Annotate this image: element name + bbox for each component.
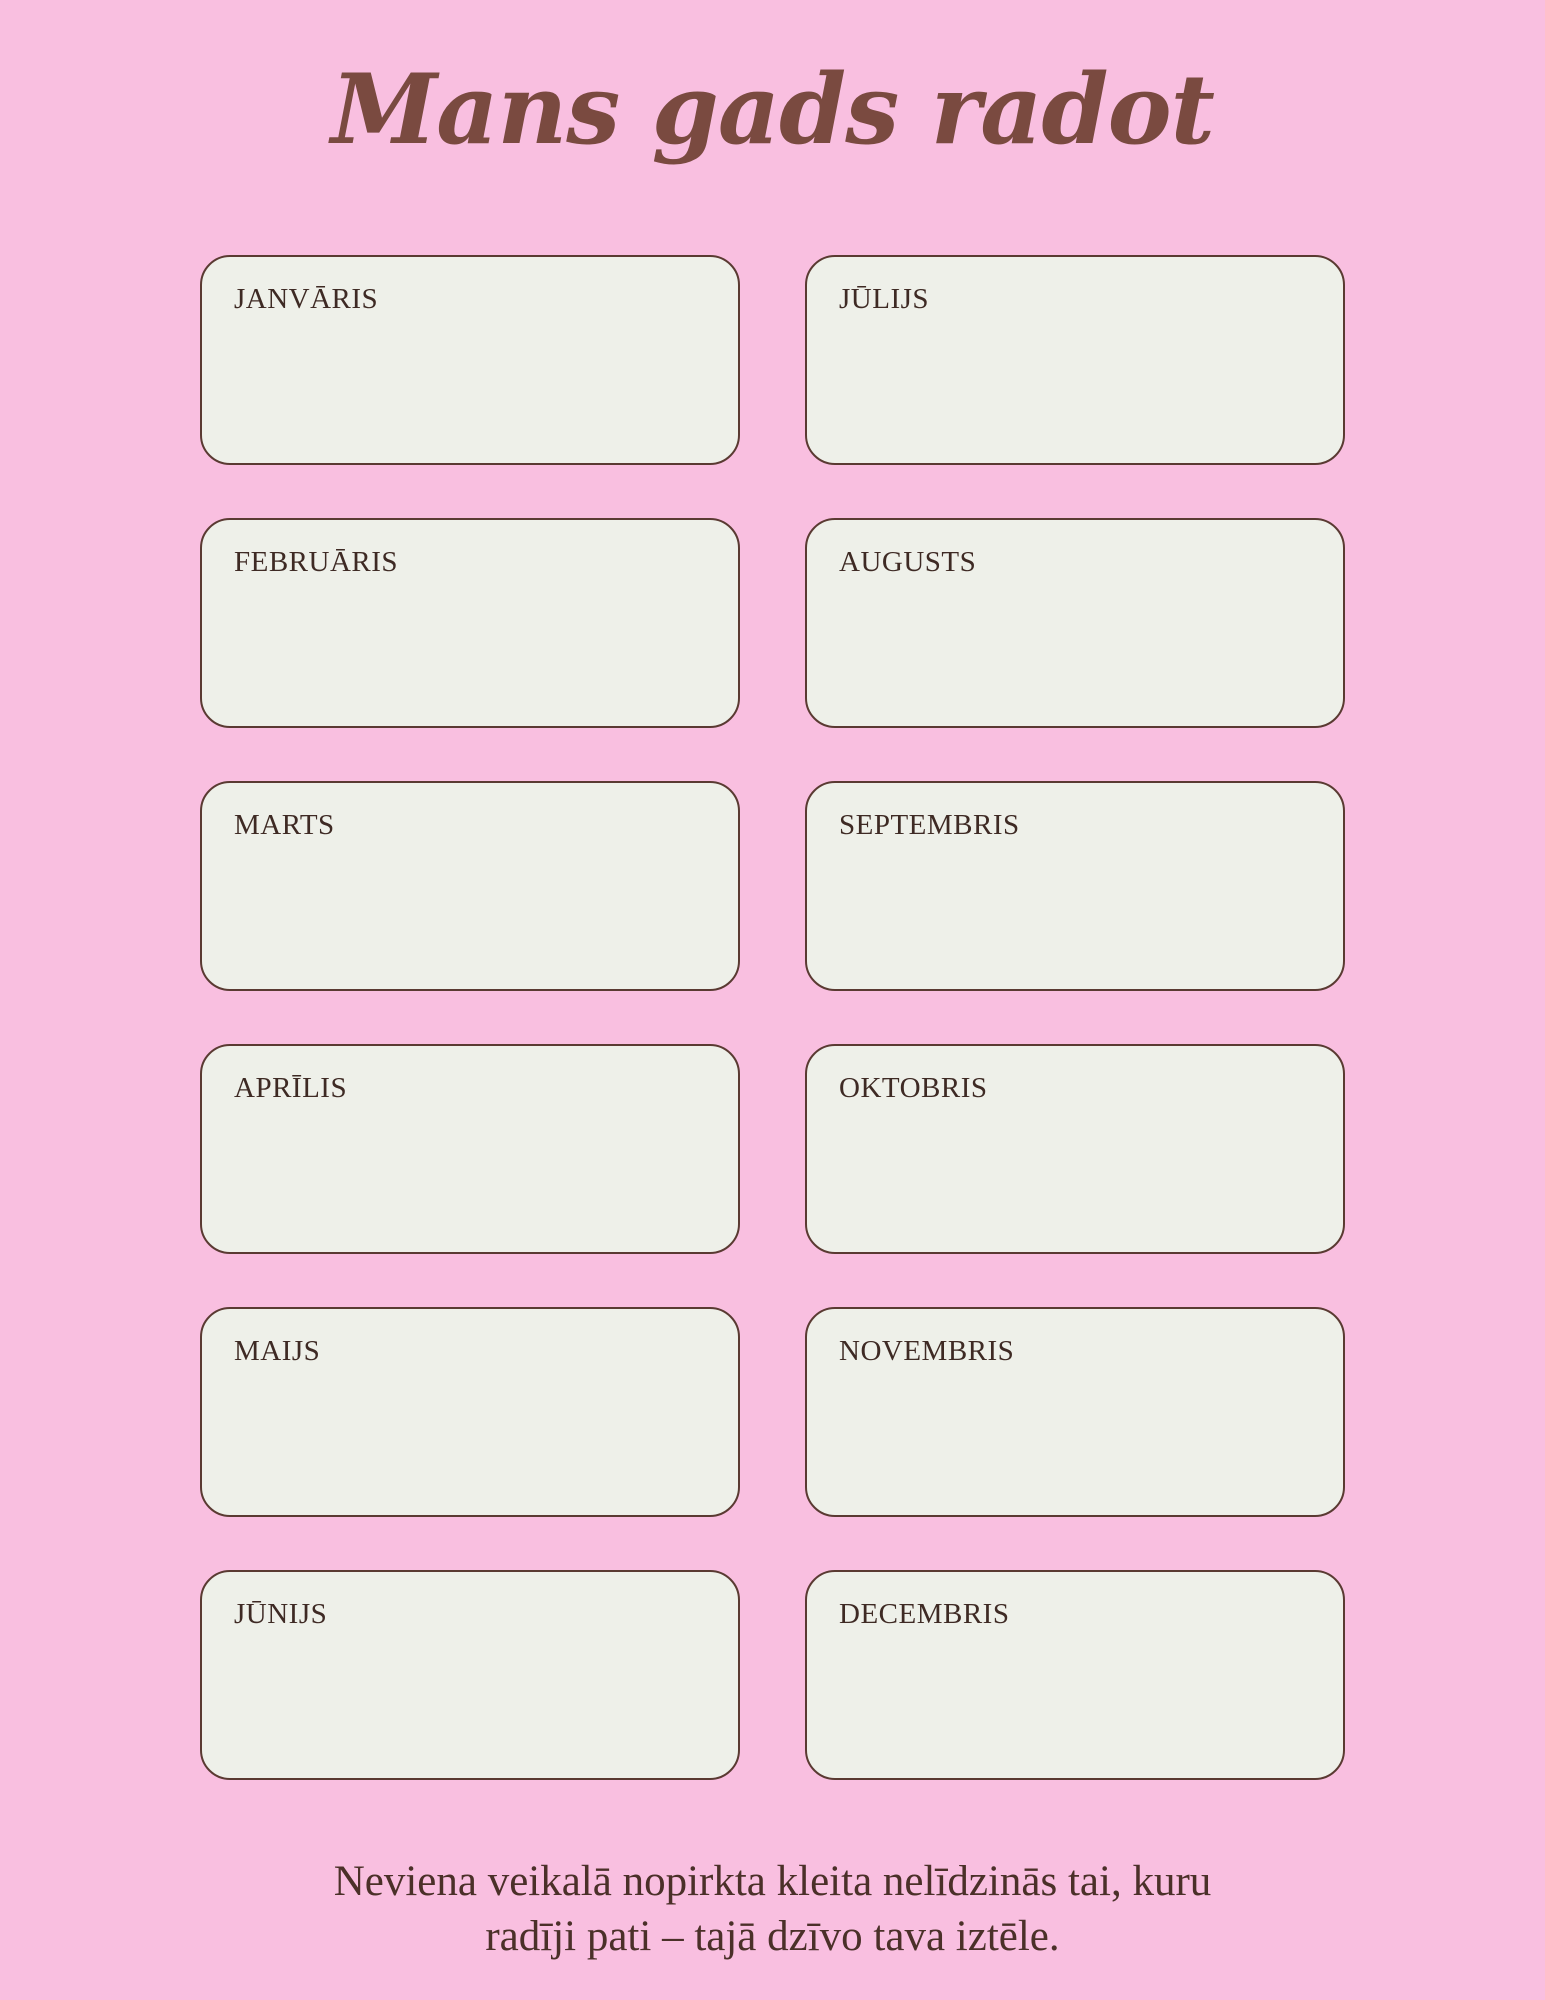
month-box-februaris[interactable] [200,518,740,728]
month-label: JANVĀRIS [234,283,379,315]
month-label: DECEMBRIS [839,1598,1010,1630]
month-box-janvaris[interactable] [200,255,740,465]
month-label: OKTOBRIS [839,1072,988,1104]
month-label: MAIJS [234,1335,321,1367]
month-box-augusts[interactable] [805,518,1345,728]
month-box-oktobris[interactable] [805,1044,1345,1254]
month-label: SEPTEMBRIS [839,809,1020,841]
month-label: JŪNIJS [234,1598,328,1630]
footer-quote-line-2: radīji pati – tajā dzīvo tava iztēle. [485,1912,1060,1960]
month-box-marts[interactable] [200,781,740,991]
page-title: Mans gads radot [331,53,1214,166]
month-label: APRĪLIS [234,1072,348,1104]
months-grid [200,255,1345,1780]
footer-quote [0,1854,1545,1964]
month-label: AUGUSTS [839,546,977,578]
month-box-aprilis[interactable] [200,1044,740,1254]
month-box-decembris[interactable] [805,1570,1345,1780]
month-box-septembris[interactable] [805,781,1345,991]
month-box-maijs[interactable] [200,1307,740,1517]
month-label: FEBRUĀRIS [234,546,399,578]
footer-quote-line-1: Neviena veikalā nopirkta kleita nelīdzinās tai, kuru [333,1857,1212,1905]
month-box-julijs[interactable] [805,255,1345,465]
month-label: MARTS [234,809,335,841]
month-box-junijs[interactable] [200,1570,740,1780]
month-label: NOVEMBRIS [839,1335,1015,1367]
month-box-novembris[interactable] [805,1307,1345,1517]
month-label: JŪLIJS [839,283,930,315]
